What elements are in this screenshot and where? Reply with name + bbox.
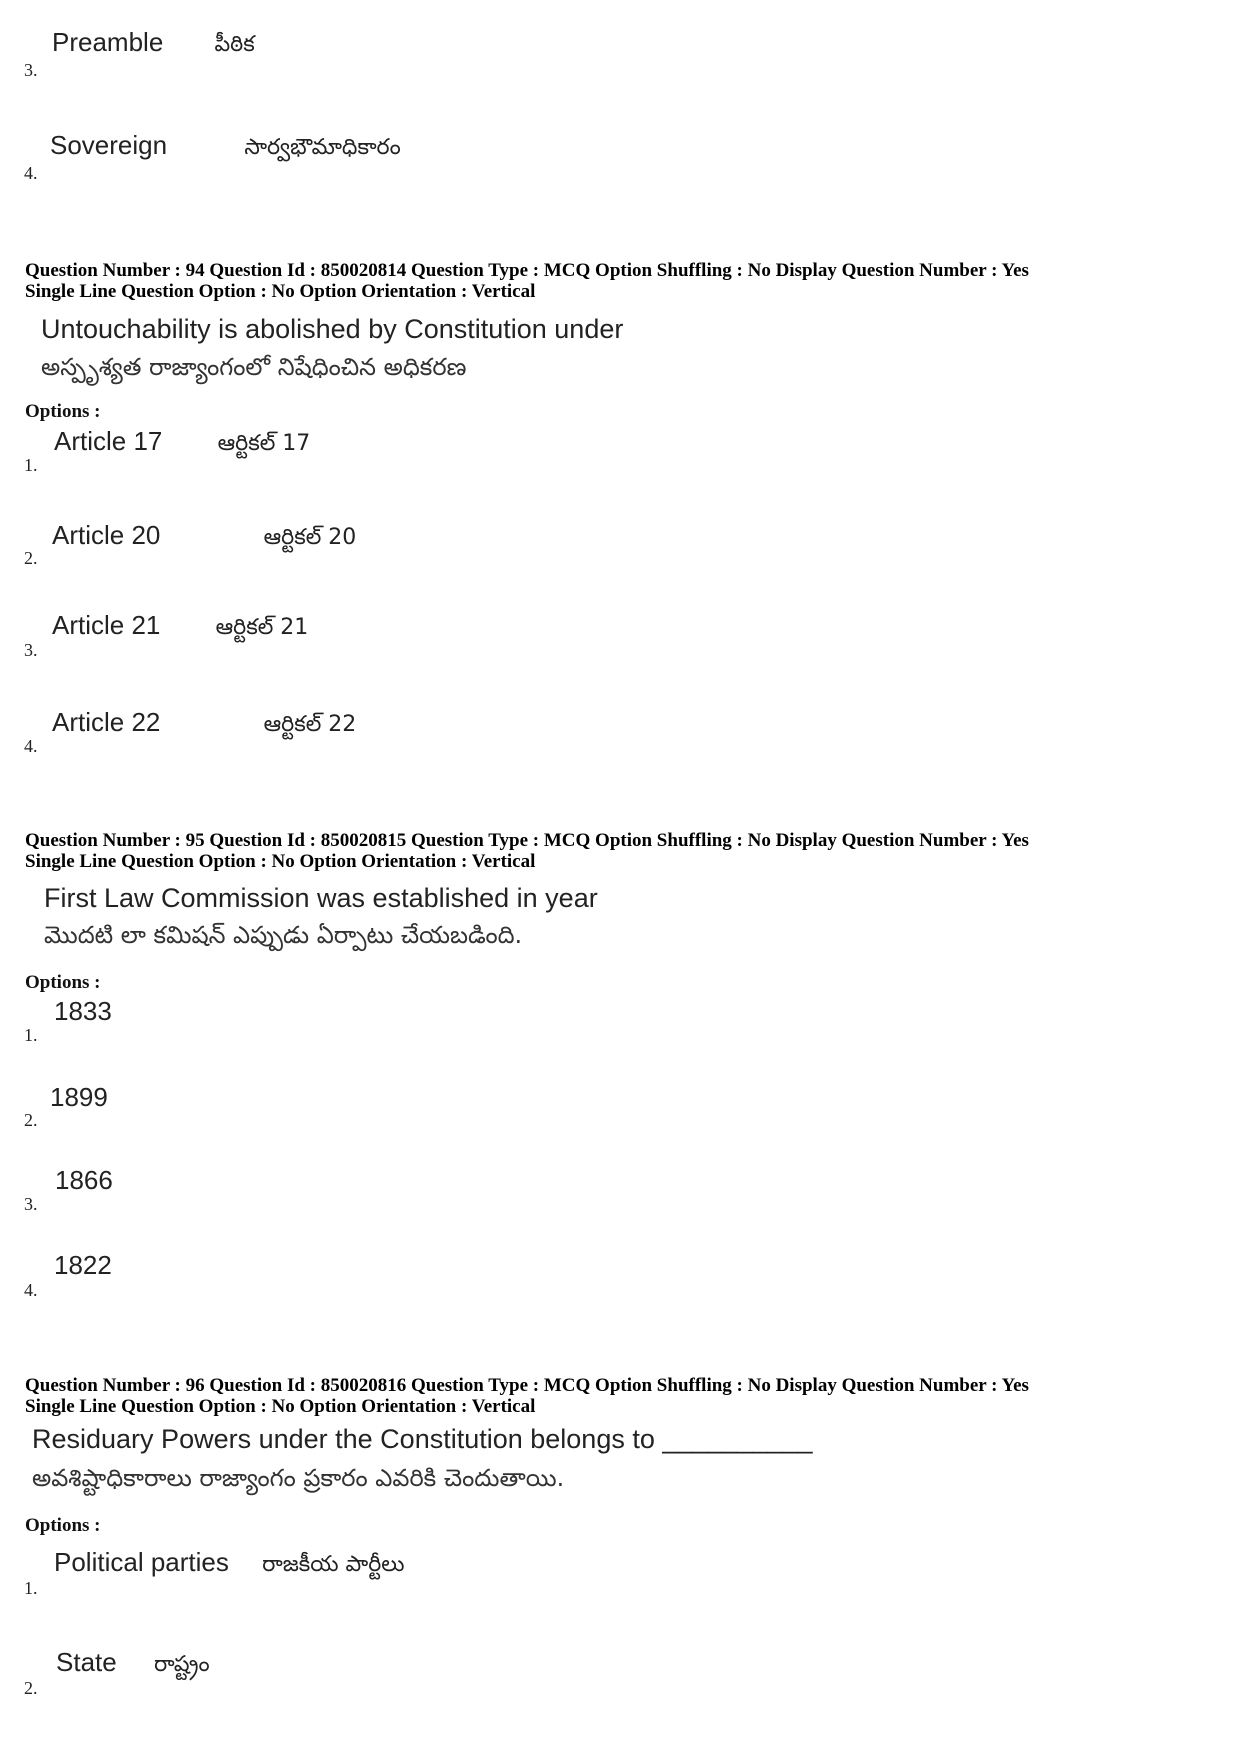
option-text-en: 1822: [54, 1250, 112, 1280]
option-item[interactable]: [52, 707, 356, 742]
option-item[interactable]: [52, 520, 356, 555]
option-item[interactable]: [54, 996, 112, 1027]
option-text-te: ఆర్టికల్ 20: [263, 525, 357, 550]
option-text-en: Political parties: [54, 1547, 229, 1577]
question-block-96: [0, 1375, 1240, 1745]
option-text-te: సార్వభౌమాధికారం: [244, 135, 401, 160]
option-item[interactable]: [54, 426, 310, 461]
option-number: 3.: [24, 60, 38, 80]
question-block-95: [0, 830, 1240, 1310]
question-text-te: అవశిష్టాధికారాలు రాజ్యాంగం ప్రకారం ఎవరికి చెందుతాయి.: [32, 1464, 565, 1492]
option-text-te: రాష్ట్రం: [153, 1652, 210, 1677]
option-text-en: Article 21: [52, 610, 161, 640]
option-text-en: Article 20: [52, 520, 161, 550]
question-text-te: మొదటి లా కమిషన్ ఎప్పుడు ఏర్పాటు చేయబడింది.: [44, 921, 523, 949]
option-number: 3.: [24, 1194, 38, 1214]
option-number: 1.: [24, 1578, 38, 1598]
option-number: 1.: [24, 1025, 38, 1045]
question-meta-line1: Question Number : 96 Question Id : 850020816 Question Type : MCQ Option Shuffling : No Display Question Number : Yes: [25, 1375, 1029, 1396]
option-number: 2.: [24, 1678, 38, 1698]
option-text-te: రాజకీయ పార్టీలు: [262, 1552, 405, 1577]
question-meta-line2: Single Line Question Option : No Option Orientation : Vertical: [25, 281, 536, 302]
question-text-en: Untouchability is abolished by Constitution under: [41, 314, 624, 344]
option-text-te: ఆర్టికల్ 21: [215, 615, 309, 640]
option-text-te: ఆర్టికల్ 17: [217, 431, 311, 456]
question-block-94: [0, 260, 1240, 760]
option-item[interactable]: [50, 1082, 108, 1113]
option-number: 4.: [24, 163, 38, 183]
option-text-en: Article 22: [52, 707, 161, 737]
option-item[interactable]: [52, 610, 308, 645]
question-text-te: అస్పృశ్యత రాజ్యాంగంలో నిషేధించిన అధికరణ: [41, 353, 467, 381]
option-item[interactable]: [56, 1647, 210, 1682]
option-text-en: Preamble: [52, 27, 164, 57]
option-text-te: పీఠిక: [214, 32, 255, 57]
question-meta-line1: Question Number : 94 Question Id : 850020814 Question Type : MCQ Option Shuffling : No Display Question Number : Yes: [25, 260, 1029, 281]
option-number: 1.: [24, 455, 38, 475]
option-item[interactable]: [54, 1250, 112, 1281]
options-label: Options :: [25, 972, 101, 993]
option-number: 2.: [24, 548, 38, 568]
question-text-en: Residuary Powers under the Constitution belongs to __________: [32, 1424, 813, 1454]
option-text-te: ఆర్టికల్ 22: [263, 712, 357, 737]
option-text-en: Article 17: [54, 426, 163, 456]
question-text-en: First Law Commission was established in year: [44, 883, 598, 913]
option-number: 4.: [24, 1280, 38, 1300]
options-label: Options :: [25, 401, 101, 422]
question-meta-line1: Question Number : 95 Question Id : 850020815 Question Type : MCQ Option Shuffling : No Display Question Number : Yes: [25, 830, 1029, 851]
option-text-en: 1866: [55, 1165, 113, 1195]
option-text-en: Sovereign: [50, 130, 168, 160]
option-number: 4.: [24, 736, 38, 756]
option-text-en: 1833: [54, 996, 112, 1026]
option-item[interactable]: [52, 27, 255, 62]
option-text-en: State: [56, 1647, 117, 1677]
option-number: 3.: [24, 640, 38, 660]
option-number: 2.: [24, 1110, 38, 1130]
option-item[interactable]: [50, 130, 401, 165]
option-text-en: 1899: [50, 1082, 108, 1112]
prev-question-options: [0, 0, 1240, 200]
option-item[interactable]: [54, 1547, 405, 1582]
option-item[interactable]: [55, 1165, 113, 1196]
question-meta-line2: Single Line Question Option : No Option Orientation : Vertical: [25, 851, 536, 872]
question-meta-line2: Single Line Question Option : No Option Orientation : Vertical: [25, 1396, 536, 1417]
options-label: Options :: [25, 1515, 101, 1536]
